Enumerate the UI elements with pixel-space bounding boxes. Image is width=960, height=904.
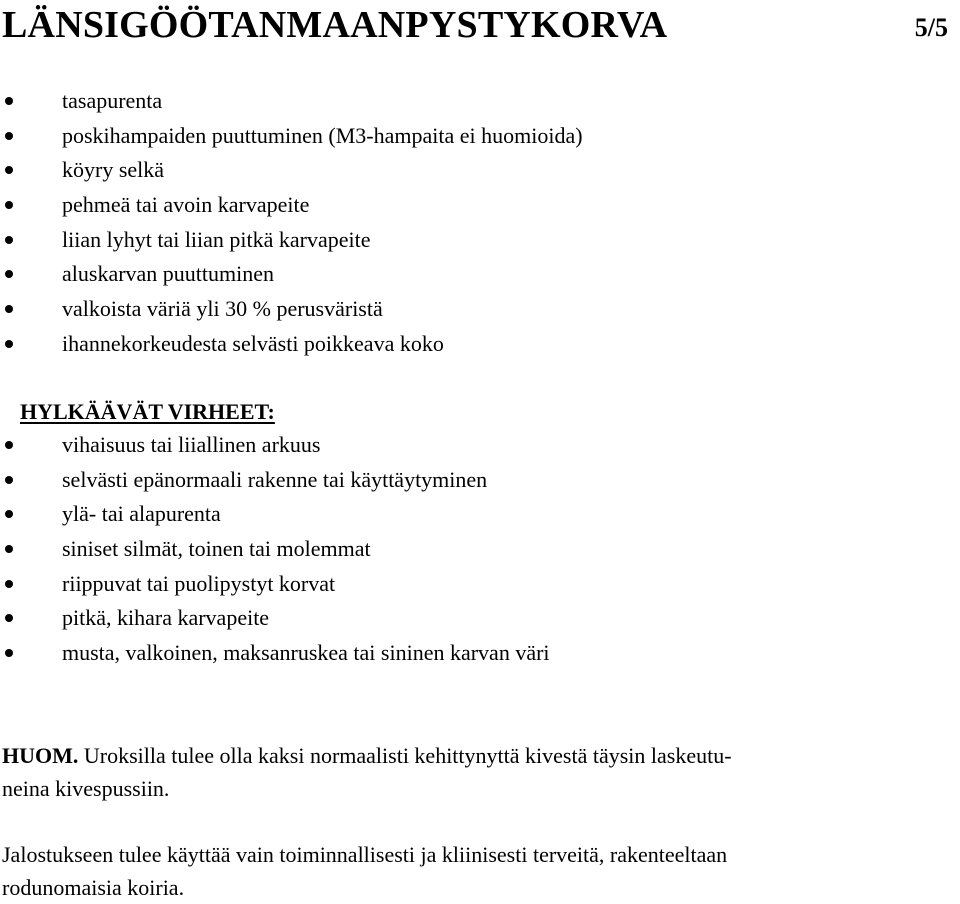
list-item <box>0 636 960 671</box>
bullet-icon <box>5 476 13 484</box>
list-item-text: ihannekorkeudesta selvästi poikkeava koko <box>62 330 444 356</box>
list-item-text: pitkä, kihara karvapeite <box>62 605 270 631</box>
bullet-icon <box>5 166 13 174</box>
list-item <box>0 497 960 532</box>
list-item-text: liian lyhyt tai liian pitkä karvapeite <box>62 226 371 252</box>
note-text-line-2: neina kivespussiin. <box>2 776 170 801</box>
list-item <box>0 327 960 362</box>
list-item-text: valkoista väriä yli 30 % perusväristä <box>62 296 383 322</box>
list-item-text: musta, valkoinen, maksanruskea tai sininen karvan väri <box>62 640 550 666</box>
note-text-line-1: Uroksilla tulee olla kaksi normaalisti kehittynyttä kivestä täysin laskeutu- <box>83 743 732 768</box>
list-item-text: tasapurenta <box>62 88 163 113</box>
breeding-text-line-2: rodunomaisia koiria. <box>2 875 185 900</box>
list-item <box>0 119 960 154</box>
disqualifying-faults-heading: HYLKÄÄVÄT VIRHEET: <box>20 399 275 424</box>
list-item-text: siniset silmät, toinen tai molemmat <box>62 536 371 562</box>
breeding-text-line-1: Jalostukseen tulee käyttää vain toiminnallisesti ja kliinisesti terveitä, rakenteeltaan <box>2 842 728 867</box>
list-item-text: vihaisuus tai liiallinen arkuus <box>62 432 321 457</box>
list-item <box>0 292 960 327</box>
list-item <box>0 153 960 188</box>
disqualifying-faults-list <box>0 428 960 671</box>
list-item <box>0 567 960 602</box>
bullet-icon <box>5 305 13 313</box>
list-item <box>0 84 960 119</box>
bullet-icon <box>5 132 13 140</box>
list-item <box>0 188 960 223</box>
bullet-icon <box>5 236 13 244</box>
bullet-icon <box>5 201 13 209</box>
list-item <box>0 601 960 636</box>
bullet-icon <box>5 340 13 348</box>
page-number: 5/5 <box>914 13 948 42</box>
list-item-text: riippuvat tai puolipystyt korvat <box>62 570 336 596</box>
page-title: LÄNSIGÖÖTANMAANPYSTYKORVA <box>2 4 668 46</box>
list-item-text: köyry selkä <box>62 157 165 183</box>
list-item-text: selvästi epänormaali rakenne tai käyttäytyminen <box>62 466 488 492</box>
note-label: HUOM. <box>2 743 79 768</box>
list-item <box>0 463 960 498</box>
bullet-icon <box>5 510 13 518</box>
breeding-paragraph <box>2 838 957 904</box>
bullet-icon <box>5 270 13 278</box>
list-item-text: ylä- tai alapurenta <box>62 501 221 527</box>
note-paragraph <box>2 739 957 805</box>
bullet-icon <box>5 580 13 588</box>
list-item-text: aluskarvan puuttuminen <box>62 261 275 287</box>
list-item-text: pehmeä tai avoin karvapeite <box>62 192 310 218</box>
list-item <box>0 428 960 463</box>
bullet-icon <box>5 441 13 449</box>
bullet-icon <box>5 649 13 657</box>
list-item-text: poskihampaiden puuttuminen (M3-hampaita ei huomioida) <box>62 122 583 148</box>
bullet-icon <box>5 614 13 622</box>
list-item <box>0 532 960 567</box>
list-item <box>0 257 960 292</box>
list-item <box>0 223 960 258</box>
bullet-icon <box>5 97 13 105</box>
bullet-icon <box>5 545 13 553</box>
faults-list <box>0 84 960 362</box>
